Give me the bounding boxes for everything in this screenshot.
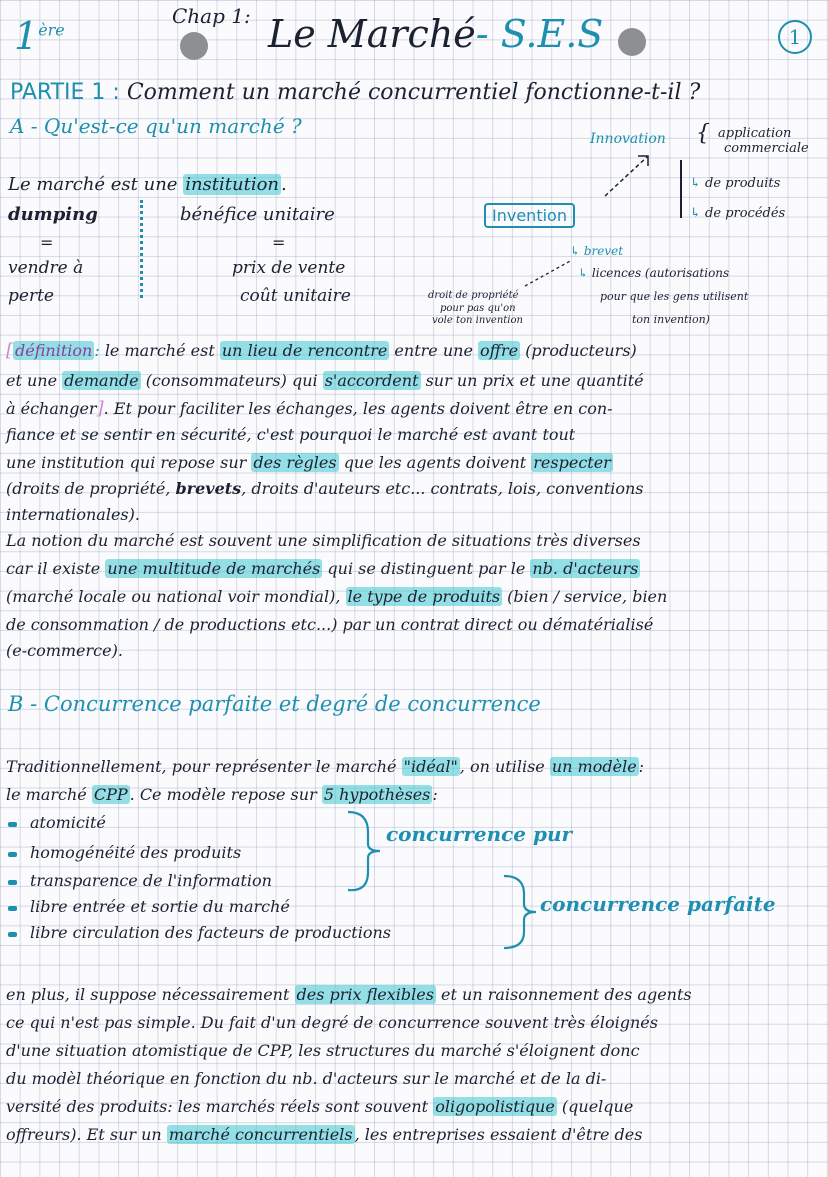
bullet-3	[8, 880, 17, 885]
definition-line-7: internationales).	[6, 505, 140, 524]
droit-line-2: pour pas qu'on	[440, 303, 516, 314]
closing-line-6: offreurs). Et sur un marché concurrentiels , les entreprises essaient d'être des	[6, 1125, 643, 1144]
droit-line-3: vole ton invention	[432, 315, 523, 326]
closing-line-1: en plus, il suppose nécessairement des prix flexibles et un raisonnement des agents	[6, 985, 692, 1004]
equals-sign-right: =	[272, 233, 286, 252]
definition-line-11: de consommation / de productions etc...) par un contrat direct ou dématérialisé	[6, 615, 654, 634]
dotted-divider	[140, 200, 143, 298]
licences-line-3: ton invention)	[632, 313, 710, 326]
grade-sup: ère	[38, 20, 65, 40]
binder-hole-left	[180, 32, 208, 60]
page-title: Le Marché- S.E.S	[268, 12, 604, 56]
definition-line-5: une institution qui repose sur des règles que les agents doivent respecter	[6, 453, 611, 472]
benefice-unitaire: bénéfice unitaire	[180, 204, 335, 225]
invention-box: Invention	[484, 203, 575, 228]
section-b-line-1: Traditionnellement, pour représenter le marché "idéal" , on utilise un modèle :	[6, 757, 645, 776]
closing-line-5: versité des produits: les marchés réels sont souvent oligopolistique (quelque	[6, 1097, 634, 1116]
hypothesis-1: atomicité	[30, 813, 106, 832]
equals-sign-left: =	[40, 233, 54, 252]
brace-parfaite-icon	[496, 872, 546, 952]
page-number: 1	[778, 20, 812, 54]
binder-hole-right	[618, 28, 646, 56]
cout-unitaire: coût unitaire	[240, 286, 351, 306]
application-label: application	[718, 126, 792, 141]
definition-line-3: à échanger]. Et pour faciliter les échanges, les agents doivent être en con-	[6, 398, 613, 419]
bullet-5	[8, 932, 17, 937]
chapter-label: Chap 1:	[172, 4, 251, 28]
section-a-title: A - Qu'est-ce qu'un marché ?	[10, 114, 302, 138]
hypothesis-5: libre circulation des facteurs de productions	[30, 923, 391, 942]
innovation-label: Innovation	[590, 131, 666, 147]
concurrence-pure: concurrence pur	[386, 822, 573, 846]
commerciale-label: commerciale	[724, 141, 809, 156]
de-produits: ↳ de produits	[690, 176, 781, 191]
grade-number: 1ère	[14, 14, 65, 58]
definition-line-12: (e-commerce).	[6, 641, 123, 660]
licences-line-2: pour que les gens utilisent	[600, 290, 749, 303]
hypothesis-3: transparence de l'information	[30, 871, 272, 890]
definition-line-6: (droits de propriété, brevets, droits d'auteurs etc... contrats, lois, conventions	[6, 479, 644, 498]
section-b-line-2: le marché CPP . Ce modèle repose sur 5 hypothèses :	[6, 785, 438, 804]
definition-line-9: car il existe une multitude de marchés qui se distinguent par le nb. d'acteurs	[6, 559, 639, 578]
definition-line-4: fiance et se sentir en sécurité, c'est pourquoi le marché est avant tout	[6, 425, 576, 444]
closing-line-3: d'une situation atomistique de CPP, les structures du marché s'éloignent donc	[6, 1041, 640, 1060]
part-heading: PARTIE 1 : Comment un marché concurrentiel fonctionne-t-il ?	[10, 80, 701, 105]
hypothesis-2: homogénéité des produits	[30, 843, 242, 862]
definition-line-8: La notion du marché est souvent une simplification de situations très diverses	[6, 531, 641, 550]
section-b-title: B - Concurrence parfaite et degré de concurrence	[8, 692, 541, 716]
branch-line	[680, 160, 682, 218]
definition-line-1: [ définition : le marché est un lieu de rencontre entre une offre (producteurs)	[6, 340, 637, 361]
dashed-arrow-2-icon	[520, 254, 580, 290]
prix-de-vente: prix de vente	[232, 258, 346, 278]
perte: perte	[8, 286, 54, 306]
brace-pure-icon	[340, 808, 390, 894]
closing-line-4: du modèl théorique en fonction du nb. d'acteurs sur le marché et de la di-	[6, 1069, 607, 1088]
vendre-a: vendre à	[8, 258, 84, 278]
dumping-label: dumping	[8, 204, 98, 225]
closing-line-2: ce qui n'est pas simple. Du fait d'un degré de concurrence souvent très éloignés	[6, 1013, 658, 1032]
de-procedes: ↳ de procédés	[690, 206, 786, 221]
definition-line-10: (marché locale ou national voir mondial), le type de produits (bien / service, bien	[6, 587, 668, 606]
bullet-2	[8, 852, 17, 857]
bullet-1	[8, 822, 17, 827]
concurrence-parfaite: concurrence parfaite	[540, 892, 776, 916]
definition-line-2: et une demande (consommateurs) qui s'accordent sur un prix et une quantité	[6, 371, 644, 390]
market-institution-line: Le marché est une institution .	[8, 174, 287, 195]
droit-propriete: droit de propriété	[428, 290, 519, 301]
hypothesis-4: libre entrée et sortie du marché	[30, 897, 290, 916]
bullet-4	[8, 906, 17, 911]
brevet-label: ↳ brevet	[570, 244, 624, 258]
dashed-arrow-icon	[600, 150, 660, 200]
brace-icon: {	[696, 121, 710, 146]
licences-label: ↳ licences (autorisations	[578, 266, 730, 280]
